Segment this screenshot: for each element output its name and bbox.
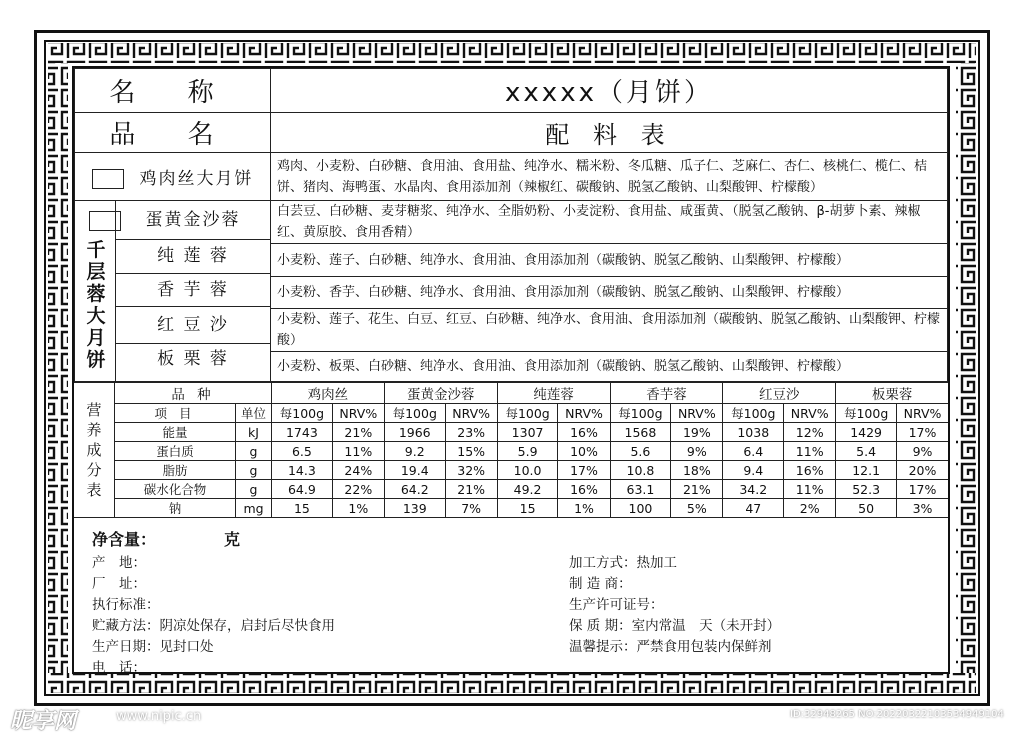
watermark-url: www.nipic.cn: [116, 709, 202, 724]
nutrition-row-energy: [74, 423, 948, 442]
unit-header: 单位: [236, 404, 272, 423]
watermark-id: ID:32948265 NO:20220322103534949104: [790, 709, 1004, 720]
table-cell: 1429: [836, 423, 897, 442]
table-cell: 10%: [558, 442, 610, 461]
nutrient-name: 钠: [115, 499, 236, 518]
nrv-header: NRV%: [445, 404, 497, 423]
table-cell: 52.3: [836, 480, 897, 499]
variety-5: 板栗蓉: [836, 383, 948, 404]
table-cell: 16%: [558, 480, 610, 499]
table-cell: 1%: [558, 499, 610, 518]
shelf-life-label: 保 质 期：室内常温 天（未开封）: [569, 618, 781, 634]
variety-1: 蛋黄金沙蓉: [384, 383, 497, 404]
table-cell: 12%: [784, 423, 836, 442]
table-cell: 5.4: [836, 442, 897, 461]
nutrition-row-sodium: [74, 499, 948, 518]
table-cell: 20%: [897, 461, 948, 480]
per100g-header: 每100g: [272, 404, 333, 423]
table-cell: 22%: [332, 480, 384, 499]
table-cell: 49.2: [497, 480, 558, 499]
nrv-header: NRV%: [671, 404, 723, 423]
nutrient-name: 脂肪: [115, 461, 236, 480]
product-row-2-ingredients: 小麦粉、莲子、白砂糖、纯净水、食用油、食用添加剂（碳酸钠、脱氢乙酸钠、山梨酸钾、柠檬酸）: [271, 244, 948, 277]
phone-label: 电 话：: [92, 660, 146, 676]
table-cell: 10.0: [497, 461, 558, 480]
product-row-5-ingredients: 小麦粉、板栗、白砂糖、纯净水、食用油、食用添加剂（碳酸钠、脱氢乙酸钠、山梨酸钾、柠檬酸）: [271, 352, 948, 382]
table-cell: 34.2: [723, 480, 784, 499]
table-cell: 1966: [384, 423, 445, 442]
nutrient-unit: g: [236, 480, 272, 499]
nutrient-unit: g: [236, 461, 272, 480]
nutrient-name: 碳水化合物: [115, 480, 236, 499]
per100g-header: 每100g: [384, 404, 445, 423]
table-cell: 15: [272, 499, 333, 518]
watermark-logo: 昵享网: [10, 709, 77, 734]
table-cell: 12.1: [836, 461, 897, 480]
product-row-4-ingredients: 小麦粉、莲子、花生、白豆、红豆、白砂糖、纯净水、食用油、食用添加剂（碳酸钠、脱氢乙酸钠、山梨酸钾、柠檬酸）: [271, 309, 948, 352]
table-cell: 5.6: [610, 442, 671, 461]
item-header: 项 目: [115, 404, 236, 423]
nrv-header: NRV%: [897, 404, 948, 423]
product-label: 品 名: [75, 113, 271, 153]
nrv-header: NRV%: [558, 404, 610, 423]
product-row-4-name: 红 豆 沙: [116, 307, 270, 344]
table-cell: 21%: [445, 480, 497, 499]
nutrient-name: 能量: [115, 423, 236, 442]
table-cell: 16%: [784, 461, 836, 480]
group-cell: [75, 201, 271, 382]
footer-info: [74, 523, 948, 674]
table-cell: 1743: [272, 423, 333, 442]
table-cell: 16%: [558, 423, 610, 442]
nutrition-side-label: 营 养 成 分 表: [74, 383, 115, 518]
per100g-header: 每100g: [610, 404, 671, 423]
table-cell: 1038: [723, 423, 784, 442]
table-cell: 15: [497, 499, 558, 518]
process-label: 加工方式：热加工: [569, 555, 677, 571]
per100g-header: 每100g: [836, 404, 897, 423]
table-cell: 17%: [897, 423, 948, 442]
table-cell: 32%: [445, 461, 497, 480]
table-cell: 1%: [332, 499, 384, 518]
table-cell: 2%: [784, 499, 836, 518]
nrv-header: NRV%: [784, 404, 836, 423]
table-cell: 11%: [784, 442, 836, 461]
table-cell: 5.9: [497, 442, 558, 461]
table-cell: 21%: [332, 423, 384, 442]
product-row-0-ingredients: 鸡肉、小麦粉、白砂糖、食用油、食用盐、纯净水、糯米粉、冬瓜糖、瓜子仁、芝麻仁、杏仁、核桃仁、榄仁、桔饼、猪肉、海鸭蛋、水晶肉、食用添加剂（辣椒红、碳酸钠、脱氢乙酸钠、山梨酸钾、柠檬酸）: [271, 153, 948, 201]
table-cell: 6.5: [272, 442, 333, 461]
net-weight-label: 净含量：: [92, 530, 157, 549]
nutrition-row-carbohydrate: [74, 480, 948, 499]
table-cell: 100: [610, 499, 671, 518]
table-cell: 9.4: [723, 461, 784, 480]
table-cell: 6.4: [723, 442, 784, 461]
table-cell: 17%: [558, 461, 610, 480]
name-label: 名 称: [75, 69, 271, 113]
per100g-header: 每100g: [723, 404, 784, 423]
variety-2: 纯莲蓉: [497, 383, 610, 404]
nutrition-section: [74, 382, 948, 518]
nutrient-unit: mg: [236, 499, 272, 518]
label-panel: [72, 66, 950, 674]
product-row-3-name: 香 芋 蓉: [116, 274, 270, 307]
table-cell: 9%: [897, 442, 948, 461]
group-label: 千 层 蓉 大 月 饼: [86, 239, 106, 371]
table-cell: 64.2: [384, 480, 445, 499]
nutrient-unit: g: [236, 442, 272, 461]
name-value: xxxxx（月饼）: [271, 69, 948, 113]
product-row-3-ingredients: 小麦粉、香芋、白砂糖、纯净水、食用油、食用添加剂（碳酸钠、脱氢乙酸钠、山梨酸钾、柠檬酸）: [271, 277, 948, 309]
table-cell: 21%: [671, 480, 723, 499]
storage-label: 贮藏方法：阴凉处保存，启封后尽快食用: [92, 618, 335, 634]
table-cell: 64.9: [272, 480, 333, 499]
variety-3: 香芋蓉: [610, 383, 723, 404]
variety-4: 红豆沙: [723, 383, 836, 404]
net-weight-unit: 克: [224, 530, 241, 549]
variety-0: 鸡肉丝: [272, 383, 385, 404]
factory-label: 厂 址：: [92, 576, 146, 592]
table-cell: 19%: [671, 423, 723, 442]
table-cell: 5%: [671, 499, 723, 518]
table-cell: 1307: [497, 423, 558, 442]
product-row-0-name: 鸡肉丝大月饼: [75, 153, 271, 201]
variety-header: 品 种: [115, 383, 272, 404]
nutrient-unit: kJ: [236, 423, 272, 442]
table-cell: 3%: [897, 499, 948, 518]
table-cell: 1568: [610, 423, 671, 442]
nutrition-row-fat: [74, 461, 948, 480]
table-cell: 11%: [332, 442, 384, 461]
table-cell: 9.2: [384, 442, 445, 461]
table-cell: 47: [723, 499, 784, 518]
table-cell: 50: [836, 499, 897, 518]
standard-label: 执行标准：: [92, 597, 160, 613]
table-cell: 139: [384, 499, 445, 518]
product-row-1-ingredients: 白芸豆、白砂糖、麦芽糖浆、纯净水、全脂奶粉、小麦淀粉、食用盐、咸蛋黄、（脱氢乙酸钠、β-胡萝卜素、辣椒红、黄原胶、食用香精）: [271, 201, 948, 244]
date-label: 生产日期：见封口处: [92, 639, 214, 655]
table-cell: 7%: [445, 499, 497, 518]
maker-label: 制 造 商：: [569, 576, 632, 592]
table-cell: 18%: [671, 461, 723, 480]
origin-label: 产 地：: [92, 555, 146, 571]
product-row-2-name: 纯 莲 蓉: [116, 240, 270, 274]
table-cell: 9%: [671, 442, 723, 461]
table-cell: 11%: [784, 480, 836, 499]
tip-label: 温馨提示：严禁食用包装内保鲜剂: [569, 639, 772, 655]
table-cell: 17%: [897, 480, 948, 499]
ingredient-table: [74, 68, 948, 382]
table-cell: 23%: [445, 423, 497, 442]
nrv-header: NRV%: [332, 404, 384, 423]
nutrition-table: [74, 382, 948, 518]
table-cell: 24%: [332, 461, 384, 480]
nutrient-name: 蛋白质: [115, 442, 236, 461]
nutrition-row-protein: [74, 442, 948, 461]
product-row-1-name: 蛋黄金沙蓉: [116, 201, 270, 240]
license-label: 生产许可证号：: [569, 597, 664, 613]
ingredients-label: 配 料 表: [271, 113, 948, 153]
table-cell: 10.8: [610, 461, 671, 480]
product-row-5-name: 板 栗 蓉: [157, 349, 229, 369]
table-cell: 15%: [445, 442, 497, 461]
checkbox[interactable]: [92, 169, 124, 189]
table-cell: 14.3: [272, 461, 333, 480]
table-cell: 19.4: [384, 461, 445, 480]
per100g-header: 每100g: [497, 404, 558, 423]
table-cell: 63.1: [610, 480, 671, 499]
